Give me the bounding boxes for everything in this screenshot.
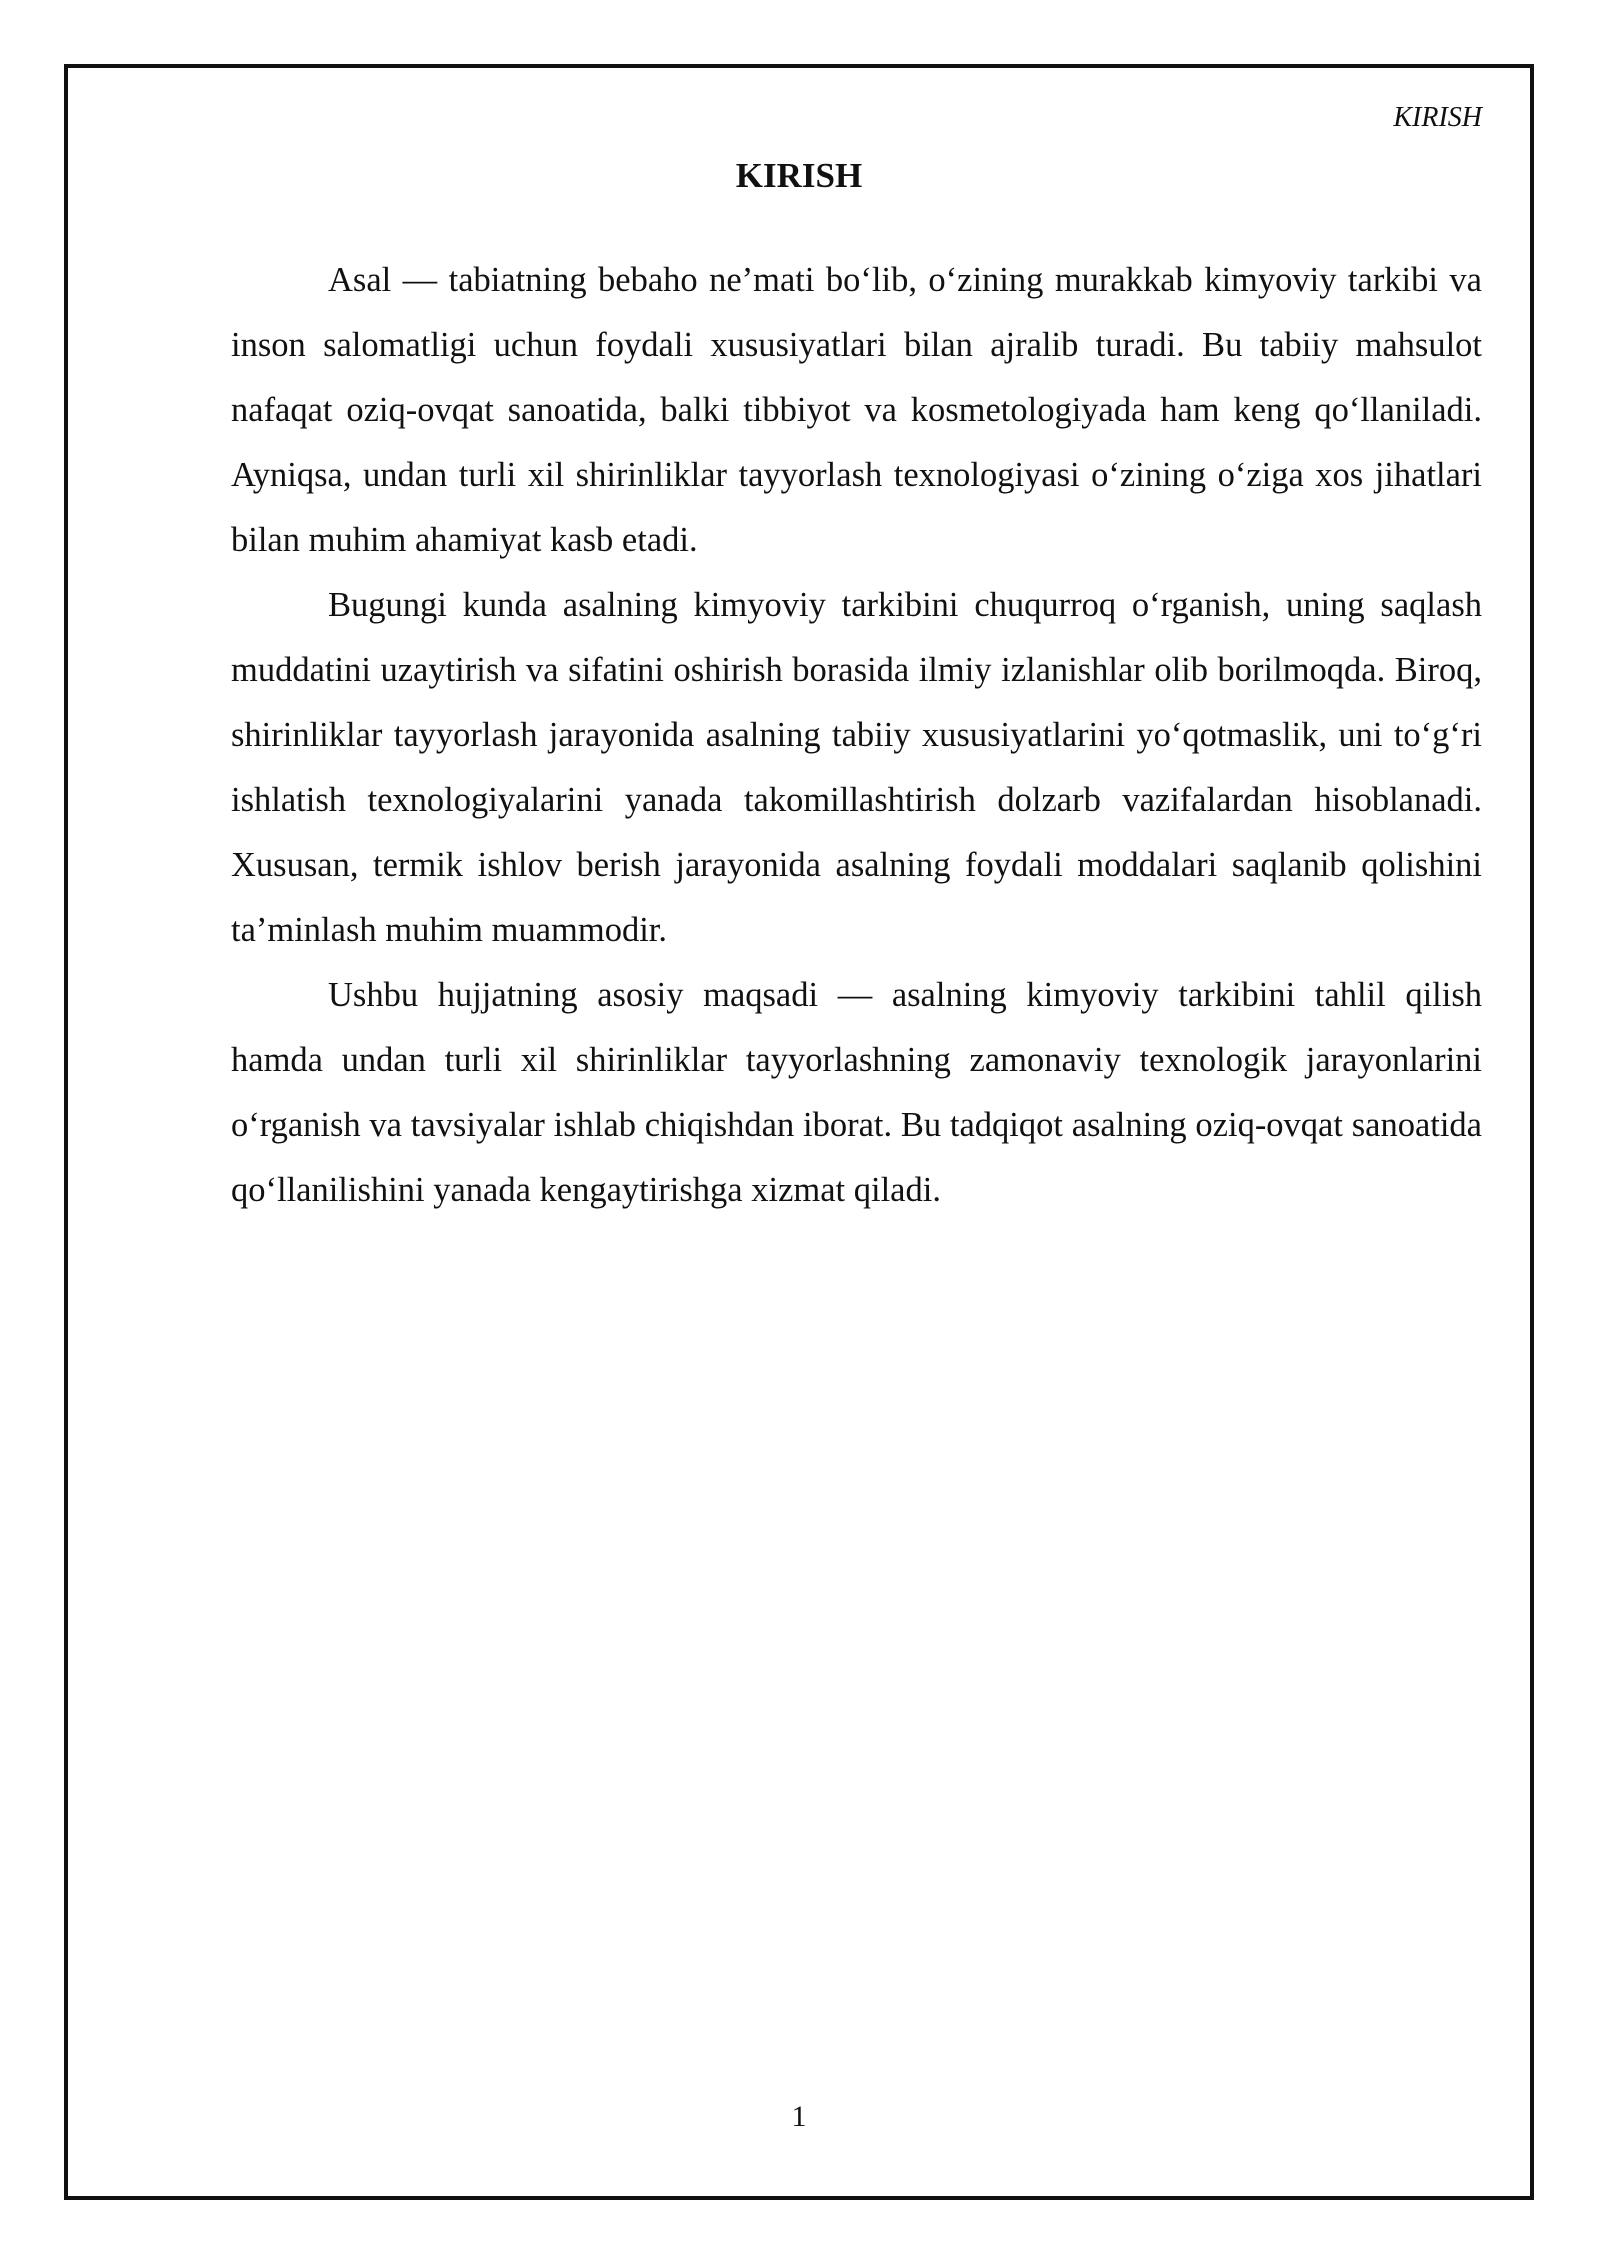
paragraph-3: Ushbu hujjatning asosiy maqsadi — asalning kimyoviy tarkibini tahlil qilish hamda undan turli xil shirinliklar tayyorlashning zamonaviy texnologik jarayonlarini o‘rganish va tavsiyalar ishlab chiqishdan iborat. Bu tadqiqot asalning oziq-ovqat sanoatida qo‘llanilishini yanada kengaytirishga xizmat qiladi.	[231, 976, 1482, 1209]
page-number: 1	[791, 2100, 807, 2133]
page-title: KIRISH	[735, 156, 863, 195]
body-text	[231, 248, 1482, 1223]
paragraph-2: Bugungi kunda asalning kimyoviy tarkibini chuqurroq o‘rganish, uning saqlash muddatini uzaytirish va sifatini oshirish borasida ilmiy izlanishlar olib borilmoqda. Biroq, shirinliklar tayyorlash jarayonida asalning tabiiy xususiyatlarini yo‘qotmaslik, uni to‘g‘ri ishlatish texnologiyalarini yanada takomillashtirish dolzarb vazifalardan hisoblanadi. Xususan, termik ishlov berish jarayonida asalning foydali moddalari saqlanib qolishini ta’minlash muhim muammodir.	[231, 586, 1482, 949]
paragraph-1: Asal — tabiatning bebaho ne’mati bo‘lib, o‘zining murakkab kimyoviy tarkibi va inson salomatligi uchun foydali xususiyatlari bilan ajralib turadi. Bu tabiiy mahsulot nafaqat oziq-ovqat sanoatida, balki tibbiyot va kosmetologiyada ham keng qo‘llaniladi. Ayniqsa, undan turli xil shirinliklar tayyorlash texnologiyasi o‘zining o‘ziga xos jihatlari bilan muhim ahamiyat kasb etadi.	[231, 261, 1482, 559]
running-header: KIRISH	[1393, 102, 1482, 133]
page-frame	[64, 64, 1534, 2200]
